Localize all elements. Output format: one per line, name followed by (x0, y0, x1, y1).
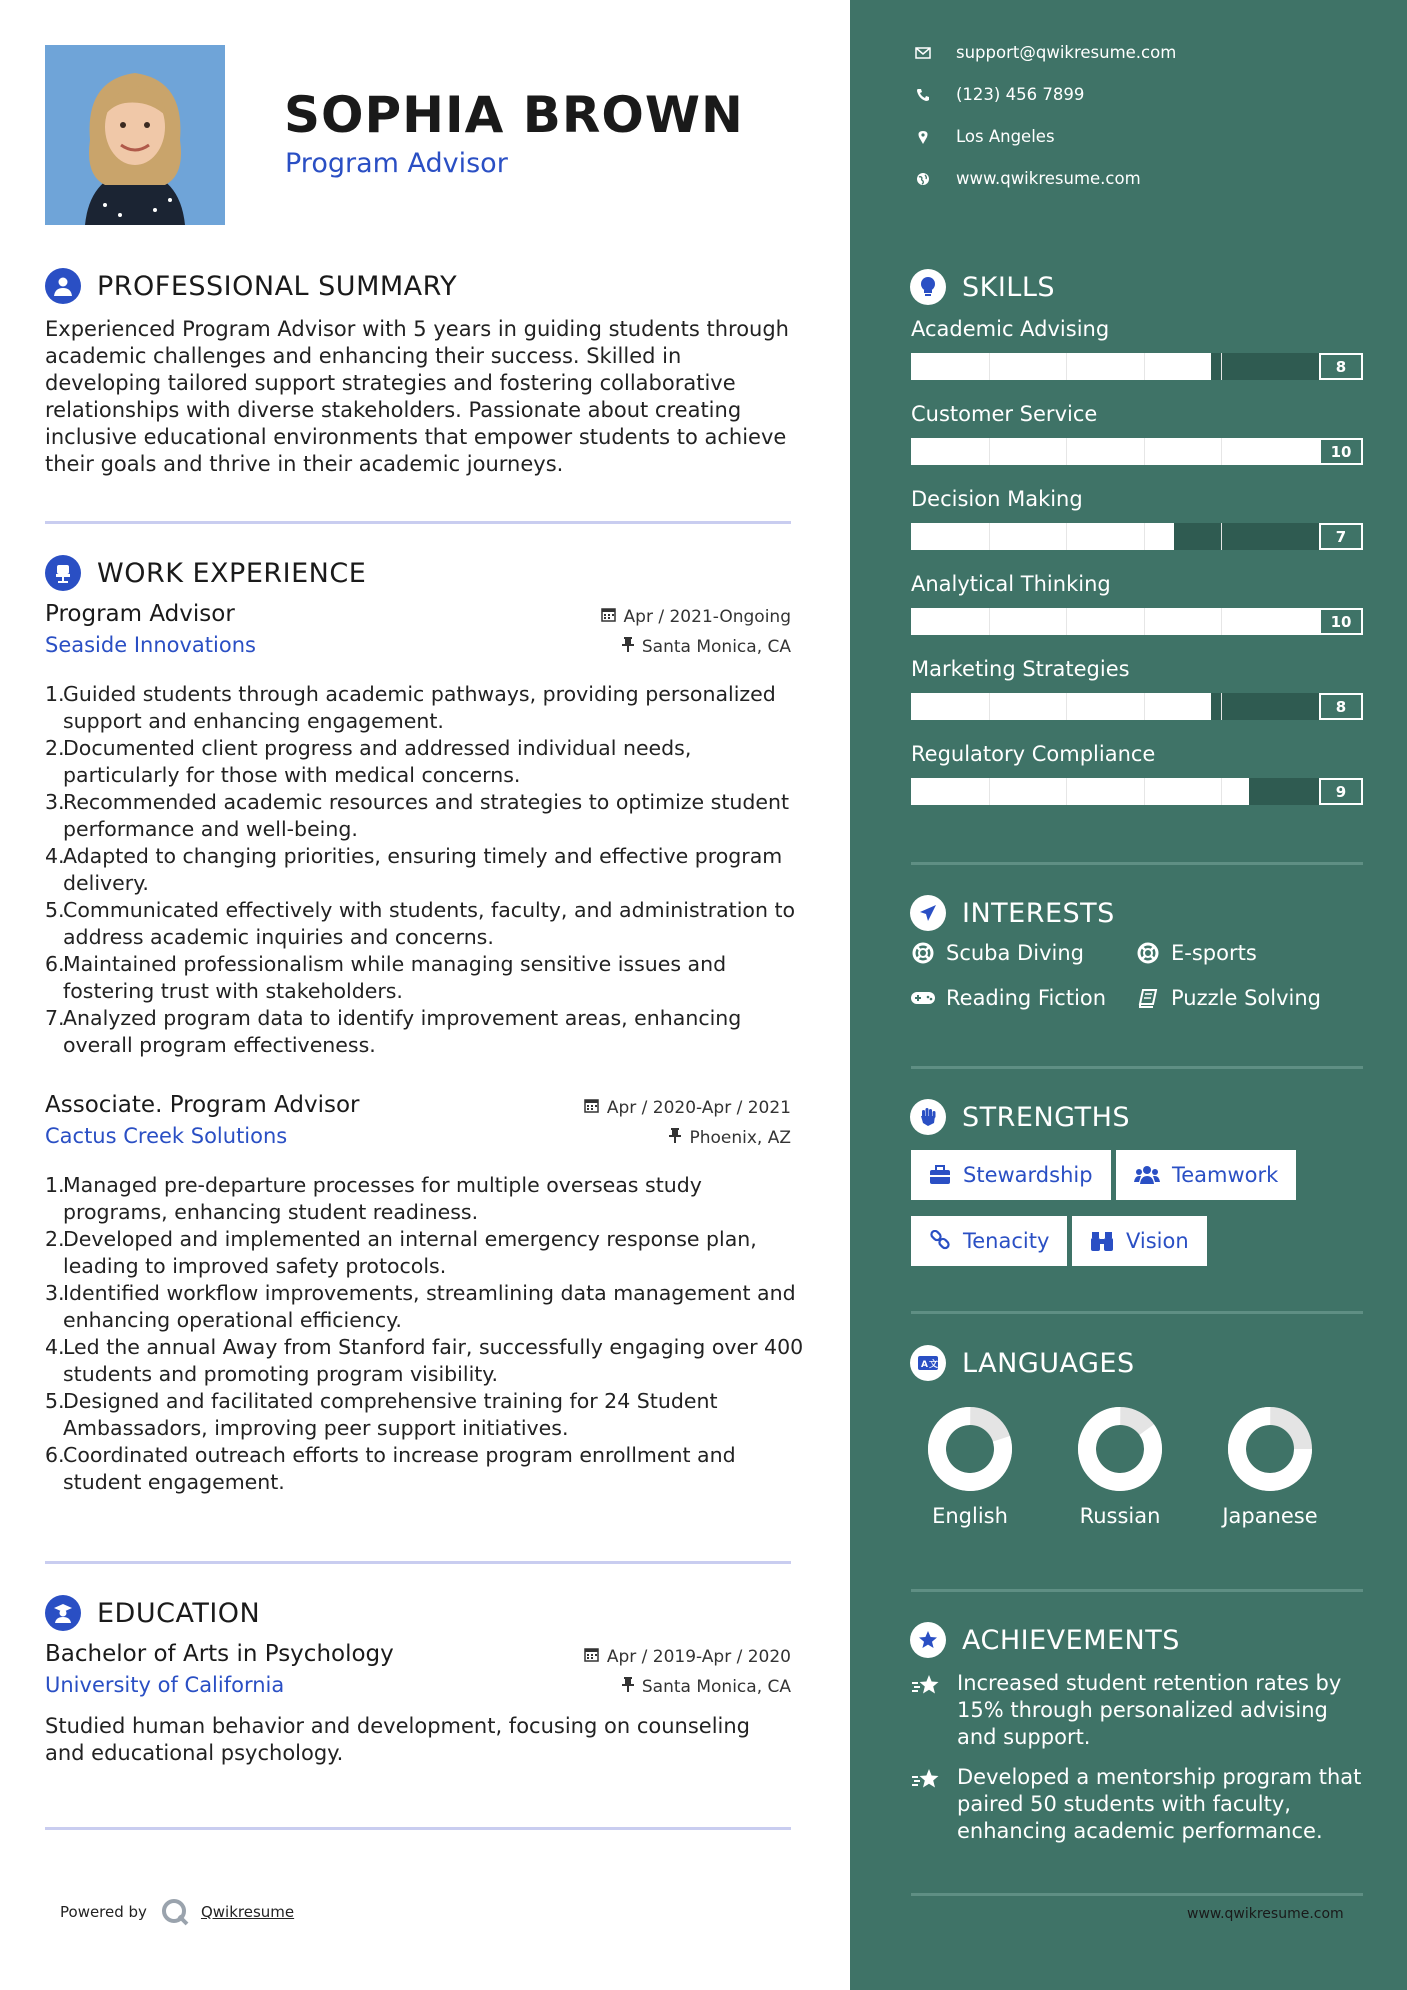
calendar-icon (601, 607, 616, 627)
language-donut (1055, 1404, 1185, 1494)
interest-item (910, 941, 1084, 965)
job-date-text: Apr / 2021-Ongoing (623, 607, 791, 627)
qwikresume-logo-icon (161, 1898, 189, 1926)
divider (911, 1066, 1363, 1069)
summary-heading (45, 266, 457, 306)
skill-segment (1221, 693, 1222, 720)
envelope-icon (912, 47, 934, 59)
interests-title: INTERESTS (962, 897, 1115, 929)
skill-bar (911, 693, 1363, 720)
list-item: 6. Maintained professionalism while managing sensitive issues and fostering trust with stakeholders. (45, 952, 727, 1003)
skill-label: Decision Making (911, 487, 1083, 511)
website-text[interactable]: www.qwikresume.com (956, 169, 1141, 188)
list-item: 6. Coordinated outreach efforts to increase program enrollment and student engagement. (45, 1443, 736, 1494)
skill-segment (989, 523, 990, 550)
summary-text: Experienced Program Advisor with 5 years in guiding students through academic challenges and enhancing their success. Skilled in developing tailored support strategies and fostering collaborative relationships with diverse stakeholders. Passionate about creating inclusive educational environments that empower students to achieve their goals and thrive in their academic journeys. (45, 317, 789, 476)
list-item: 2. Documented client progress and addressed individual needs, particularly for those with medical concerns. (45, 736, 692, 787)
email-text[interactable]: support@qwikresume.com (956, 43, 1177, 62)
degree: Bachelor of Arts in Psychology (45, 1641, 394, 1667)
education-location-text: Santa Monica, CA (641, 1677, 791, 1697)
skill-segment (1066, 438, 1067, 465)
phone-icon (912, 88, 934, 102)
language-donut (1205, 1404, 1335, 1494)
divider (911, 862, 1363, 865)
job-location (622, 637, 791, 657)
skill-bar (911, 778, 1363, 805)
svg-text:文: 文 (929, 1360, 939, 1370)
skill-segment (1144, 353, 1145, 380)
lifebuoy-icon (1135, 942, 1161, 964)
pin-icon (622, 1677, 634, 1697)
achievement-text: Developed a mentorship program that paired 50 students with faculty, enhancing academic performance. (957, 1765, 1362, 1843)
interest-label: Reading Fiction (946, 986, 1107, 1010)
language-item (905, 1404, 1035, 1528)
skill-segment (1221, 353, 1222, 380)
interest-label: E-sports (1171, 941, 1257, 965)
achievement-item (911, 1764, 1371, 1845)
job-title: Associate. Program Advisor (45, 1092, 360, 1118)
skill-level: 7 (1319, 523, 1363, 550)
strengths-heading (910, 1097, 1130, 1137)
job-date-text: Apr / 2020-Apr / 2021 (606, 1098, 791, 1118)
skill-segment (1221, 778, 1222, 805)
skill-segment (1221, 523, 1222, 550)
skill-bar (911, 523, 1363, 550)
skill-label: Marketing Strategies (911, 657, 1130, 681)
graduate-icon (45, 1595, 81, 1631)
interest-label: Scuba Diving (946, 941, 1084, 965)
job-location-text: Phoenix, AZ (689, 1128, 791, 1148)
skill-fill (911, 438, 1319, 465)
divider (45, 521, 791, 524)
strengths-title: STRENGTHS (962, 1101, 1131, 1133)
skill-segment (1066, 778, 1067, 805)
skill-label: Analytical Thinking (911, 572, 1111, 596)
skill-label: Regulatory Compliance (911, 742, 1156, 766)
lifebuoy-icon (910, 942, 936, 964)
achievements-heading (910, 1620, 1180, 1660)
skill-segment (989, 608, 990, 635)
skill-fill (911, 608, 1319, 635)
donut-fill (1074, 1404, 1166, 1494)
candidate-name: SOPHIA BROWN (284, 86, 744, 144)
skill-segment (1144, 778, 1145, 805)
list-item: 7. Analyzed program data to identify improvement areas, enhancing overall program effectiveness. (45, 1006, 742, 1057)
skill-label: Academic Advising (911, 317, 1110, 341)
globe-icon (912, 172, 934, 186)
paper-plane-icon (910, 895, 946, 931)
skill-segment (1066, 608, 1067, 635)
experience-heading (45, 553, 366, 593)
education-title: EDUCATION (97, 1597, 261, 1629)
interest-item (1135, 941, 1257, 965)
language-item (1055, 1404, 1185, 1528)
translate-icon (910, 1345, 946, 1381)
strength-label: Tenacity (963, 1229, 1050, 1253)
link-icon (929, 1230, 951, 1252)
job-location (669, 1128, 791, 1148)
achievement-item (911, 1670, 1371, 1751)
skill-fill (911, 693, 1211, 720)
divider (911, 1311, 1363, 1314)
job-entry (45, 1092, 804, 1494)
pin-icon (622, 637, 634, 657)
skill-segment (1066, 523, 1067, 550)
education-date (584, 1647, 791, 1667)
skills-heading (910, 267, 1055, 307)
book-icon (1135, 988, 1161, 1008)
briefcase-icon (929, 1165, 951, 1185)
education-entry (45, 1641, 791, 1709)
user-icon (45, 268, 81, 304)
star-icon (911, 1764, 945, 1845)
powered-by (60, 1898, 294, 1926)
divider (45, 1827, 791, 1830)
skill-bar (911, 438, 1363, 465)
binoculars-icon (1090, 1230, 1114, 1252)
calendar-icon (584, 1647, 599, 1667)
list-item: 2. Developed and implemented an internal emergency response plan, leading to improved safety protocols. (45, 1227, 757, 1278)
job-location-text: Santa Monica, CA (641, 637, 791, 657)
skill-fill (911, 353, 1211, 380)
skill-level: 8 (1319, 353, 1363, 380)
skill-segment (1221, 438, 1222, 465)
lightbulb-icon (910, 269, 946, 305)
skill-label: Customer Service (911, 402, 1098, 426)
education-heading (45, 1593, 260, 1633)
education-description: Studied human behavior and development, focusing on counseling and educational psychology. (45, 1714, 751, 1765)
skill-segment (989, 353, 990, 380)
divider (45, 1561, 791, 1564)
list-item: 5. Designed and facilitated comprehensive training for 24 Student Ambassadors, improving peer support initiatives. (45, 1389, 718, 1440)
footer-url[interactable]: www.qwikresume.com (1187, 1906, 1344, 1922)
list-item: 4. Adapted to changing priorities, ensuring timely and effective program delivery. (45, 844, 783, 895)
job-bullets (45, 681, 805, 1059)
location-text: Los Angeles (956, 127, 1055, 146)
skill-segment (989, 438, 990, 465)
skill-segment (1144, 693, 1145, 720)
interest-label: Puzzle Solving (1171, 986, 1321, 1010)
divider (911, 1589, 1363, 1592)
powered-by-label: Powered by (60, 1903, 147, 1921)
language-label: Japanese (1222, 1504, 1318, 1528)
education-date-text: Apr / 2019-Apr / 2020 (606, 1647, 791, 1667)
skill-fill (911, 523, 1174, 550)
skill-level: 8 (1319, 693, 1363, 720)
qwikresume-link[interactable]: Qwikresume (200, 1903, 295, 1921)
skill-bar (911, 353, 1363, 380)
interest-item (1135, 986, 1321, 1010)
skill-level: 10 (1319, 608, 1363, 635)
map-marker-icon (912, 130, 934, 144)
gamepad-icon (910, 990, 936, 1006)
school-name: University of California (45, 1673, 285, 1697)
skill-level: 9 (1319, 778, 1363, 805)
fist-icon (910, 1099, 946, 1135)
chair-icon (45, 555, 81, 591)
contact-phone (912, 85, 1084, 104)
job-bullets (45, 1172, 805, 1496)
strength-tag (911, 1150, 1111, 1200)
list-item: 3. Recommended academic resources and strategies to optimize student performance and well-being. (45, 790, 790, 841)
list-item: 1. Guided students through academic pathways, providing personalized support and enhancing engagement. (45, 682, 776, 733)
calendar-icon (584, 1098, 599, 1118)
company-name: Cactus Creek Solutions (45, 1124, 288, 1148)
svg-text:A: A (921, 1360, 928, 1370)
skill-segment (989, 693, 990, 720)
language-item (1205, 1404, 1335, 1528)
star-badge-icon (910, 1622, 946, 1658)
list-item: 1. Managed pre-departure processes for multiple overseas study programs, enhancing student readiness. (45, 1173, 702, 1224)
profile-photo (45, 45, 225, 225)
skill-segment (1144, 608, 1145, 635)
skill-segment (1144, 438, 1145, 465)
company-name: Seaside Innovations (45, 633, 256, 657)
summary-title: PROFESSIONAL SUMMARY (97, 270, 458, 302)
job-title: Program Advisor (45, 601, 235, 627)
users-icon (1134, 1165, 1160, 1185)
job-entry (45, 601, 796, 1057)
skill-level: 10 (1319, 438, 1363, 465)
strength-tag (911, 1216, 1067, 1266)
experience-title: WORK EXPERIENCE (97, 557, 367, 589)
phone-text: (123) 456 7899 (956, 85, 1085, 104)
languages-title: LANGUAGES (962, 1347, 1135, 1379)
skill-segment (1066, 353, 1067, 380)
skill-segment (1144, 523, 1145, 550)
list-item: 5. Communicated effectively with students, faculty, and administration to address academic inquiries and concerns. (45, 898, 796, 949)
contact-location (912, 127, 1055, 146)
job-date (584, 1098, 791, 1118)
list-item: 3. Identified workflow improvements, streamlining data management and enhancing operational efficiency. (45, 1281, 796, 1332)
language-label: English (932, 1504, 1008, 1528)
languages-heading (910, 1343, 1135, 1383)
skills-title: SKILLS (962, 271, 1056, 303)
achievements-title: ACHIEVEMENTS (962, 1624, 1180, 1656)
list-item: 4. Led the annual Away from Stanford fair, successfully engaging over 400 students and promoting program visibility. (45, 1335, 804, 1386)
strength-tag (1116, 1150, 1296, 1200)
language-donut (905, 1404, 1035, 1494)
pin-icon (669, 1128, 681, 1148)
strength-label: Teamwork (1172, 1163, 1279, 1187)
strength-label: Stewardship (963, 1163, 1093, 1187)
strength-label: Vision (1126, 1229, 1189, 1253)
language-label: Russian (1079, 1504, 1161, 1528)
strength-tag (1072, 1216, 1207, 1266)
divider (911, 1893, 1363, 1896)
contact-website (912, 169, 1141, 188)
skill-segment (1221, 608, 1222, 635)
achievement-text: Increased student retention rates by 15% through personalized advising and support. (957, 1671, 1342, 1749)
skill-bar (911, 608, 1363, 635)
education-location (622, 1677, 791, 1697)
interests-heading (910, 893, 1115, 933)
job-date (601, 607, 791, 627)
skill-segment (1066, 693, 1067, 720)
candidate-title: Program Advisor (285, 148, 508, 179)
contact-email (912, 43, 1176, 62)
star-icon (911, 1670, 945, 1751)
interest-item (910, 986, 1106, 1010)
skill-fill (911, 778, 1249, 805)
skill-segment (989, 778, 990, 805)
